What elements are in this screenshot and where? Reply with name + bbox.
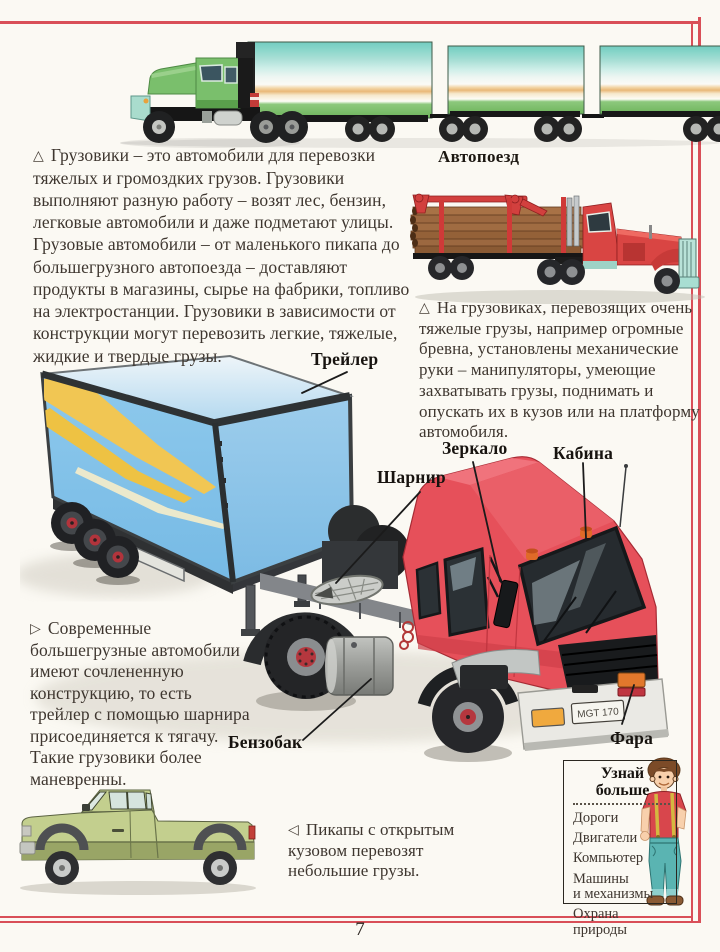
learn-more-item: Машины и механизмы bbox=[573, 870, 654, 903]
paragraph-manipulators bbox=[419, 298, 711, 443]
train-wheel bbox=[276, 111, 308, 143]
page-number: 7 bbox=[355, 919, 365, 940]
train-wheel bbox=[143, 111, 175, 143]
pickup-wheel bbox=[45, 851, 79, 885]
logging-wheel bbox=[559, 259, 585, 285]
triangle-right-marker: ▷ bbox=[30, 622, 41, 637]
learn-more-item: Компьютер bbox=[573, 850, 644, 867]
train-wheel bbox=[345, 116, 371, 142]
fuel-tank bbox=[325, 637, 393, 695]
logging-wheel bbox=[450, 256, 474, 280]
logging-truck-illustration bbox=[405, 183, 705, 308]
triangle-up-marker: △ bbox=[419, 301, 430, 316]
label-hinge: Шарнир bbox=[377, 467, 446, 487]
indicator-lamp bbox=[531, 708, 564, 727]
paragraph-text: Пикапы с открытым кузовом перевозят небольшие грузы. bbox=[288, 820, 455, 881]
trailer-wheel bbox=[96, 536, 140, 585]
label-trailer: Трейлер bbox=[311, 349, 379, 369]
triangle-left-marker: ◁ bbox=[288, 823, 299, 838]
logging-wheel bbox=[428, 256, 452, 280]
train-trailer-3 bbox=[600, 46, 720, 142]
road-train-illustration bbox=[0, 0, 720, 152]
paragraph-articulated bbox=[30, 618, 250, 790]
label-headlight: Фара bbox=[610, 728, 654, 748]
paragraph-pickups bbox=[288, 820, 494, 882]
label-fuel-tank: Бензобак bbox=[228, 732, 303, 752]
paragraph-text: Грузовики – это автомобили для перевозки тяжелых и громоздких грузов. Грузовики выполняют разную работу – возят лес, бензин, легковые автомобили и даже подметают улицы. Грузовые автомобили – от маленького пикапа до большегрузного автопоезда – доставляют продукты в магазины, сырье на фабрики, топливо на электростанции. Грузовики в зависимости от конструкции могут перевозить легкие, тяжелые, жидкие и твердые грузы. bbox=[33, 145, 410, 366]
pickup-wheel bbox=[203, 851, 237, 885]
svg-text:MGT 170: MGT 170 bbox=[576, 706, 620, 721]
learn-more-title: Узнай больше bbox=[595, 765, 650, 799]
pickup-illustration bbox=[18, 780, 263, 898]
label-mirror: Зеркало bbox=[442, 438, 508, 458]
learn-more-item: Охрана природы bbox=[573, 906, 627, 938]
dotted-divider bbox=[573, 803, 670, 805]
label-cab: Кабина bbox=[553, 443, 614, 463]
road-train-caption: Автопоезд bbox=[438, 147, 520, 166]
learn-more-item: Дороги bbox=[573, 809, 619, 826]
learn-more-box bbox=[563, 760, 677, 938]
beacon-light bbox=[526, 549, 538, 561]
train-trailer-2 bbox=[439, 46, 584, 142]
paragraph-text: На грузовиках, перевозящих очень тяжелые грузы, например огромные бревна, установлены механические руки – манипуляторы, умеющие захватывать грузы, поднимать и опускать их в кузов или на платформу автомобиля. bbox=[419, 298, 700, 442]
headlight-lamp bbox=[618, 673, 645, 687]
logging-wheel bbox=[654, 268, 680, 294]
pickup-body bbox=[20, 790, 255, 860]
train-wheel bbox=[369, 116, 395, 142]
learn-more-item: Двигатели bbox=[573, 829, 638, 846]
paragraph-trucks-intro bbox=[33, 144, 419, 367]
paragraph-text: Современные большегрузные автомобили имеют сочлененную конструкцию, то есть трейлер с помощью шарнира присоединяется к тягачу. Такие грузовики более маневренны. bbox=[30, 618, 250, 789]
license-plate bbox=[571, 700, 624, 724]
triangle-up-marker: △ bbox=[33, 149, 44, 164]
logs-load bbox=[410, 207, 583, 254]
